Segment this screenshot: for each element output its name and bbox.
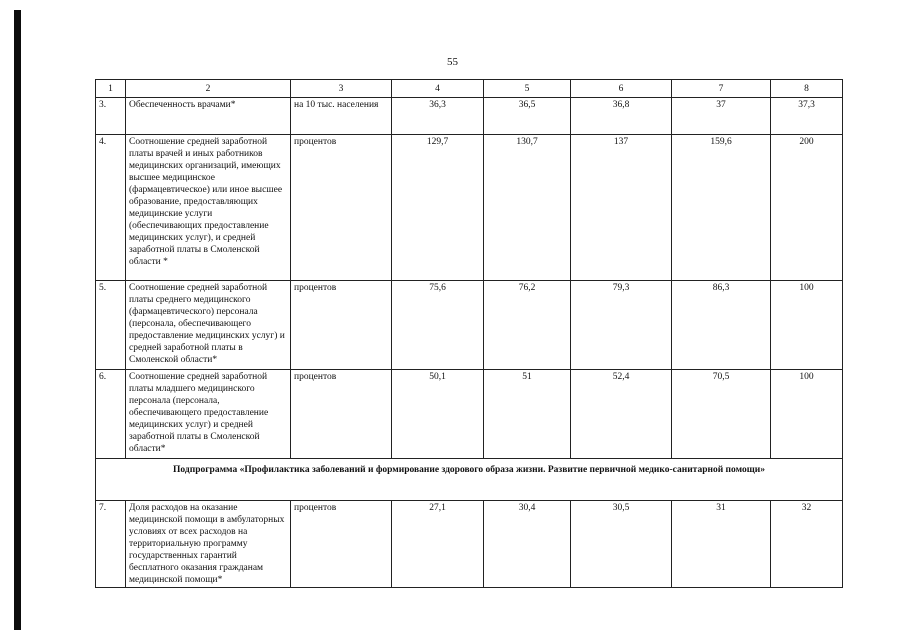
table-row [96,135,843,281]
table-row [96,281,843,370]
value-cell: 30,4 [484,501,571,588]
page-number: 55 [447,56,458,68]
value-cell: 36,8 [571,98,672,135]
value-cell: 79,3 [571,281,672,370]
subprogram-title: Подпрограмма «Профилактика заболеваний и формирование здорового образа жизни. Развитие первичной медико-санитарной помощи» [96,459,843,501]
indicator-name: Соотношение средней заработной платы младшего медицинского персонала (персонала, обеспечивающего предоставление медицинских услуг) и средней заработной платы в Смоленской области* [126,370,291,459]
unit-cell: процентов [291,370,392,459]
row-number: 6. [96,370,126,459]
header-cell: 3 [291,80,392,98]
row-number: 4. [96,135,126,281]
value-cell: 52,4 [571,370,672,459]
value-cell: 36,3 [392,98,484,135]
value-cell: 86,3 [672,281,771,370]
header-cell: 1 [96,80,126,98]
value-cell: 37,3 [771,98,843,135]
row-number: 3. [96,98,126,135]
indicator-name: Соотношение средней заработной платы среднего медицинского (фармацевтического) персонала (персонала, обеспечивающего предоставление медицинских услуг) и средней заработной платы в Смоленской области* [126,281,291,370]
value-cell: 159,6 [672,135,771,281]
row-number: 5. [96,281,126,370]
header-cell: 8 [771,80,843,98]
value-cell: 200 [771,135,843,281]
indicators-table [95,79,843,588]
header-cell: 6 [571,80,672,98]
unit-cell: процентов [291,281,392,370]
table-row [96,370,843,459]
indicator-name: Соотношение средней заработной платы врачей и иных работников медицинских организаций, имеющих высшее медицинское (фармацевтическое) или иное высшее образование, предоставляющих медицинские услуги (обеспечивающих предоставление медицинских услуг), и средней заработной платы в Смоленской области * [126,135,291,281]
table-row [96,501,843,588]
value-cell: 31 [672,501,771,588]
value-cell: 70,5 [672,370,771,459]
value-cell: 51 [484,370,571,459]
header-cell: 2 [126,80,291,98]
value-cell: 76,2 [484,281,571,370]
value-cell: 129,7 [392,135,484,281]
value-cell: 50,1 [392,370,484,459]
value-cell: 30,5 [571,501,672,588]
indicator-name: Доля расходов на оказание медицинской помощи в амбулаторных условиях от всех расходов на территориальную программу государственных гарантий бесплатного оказания гражданам медицинской помощи* [126,501,291,588]
unit-cell: процентов [291,501,392,588]
table-header-row [96,80,843,98]
value-cell: 100 [771,281,843,370]
unit-cell: на 10 тыс. населения [291,98,392,135]
header-cell: 4 [392,80,484,98]
unit-cell: процентов [291,135,392,281]
value-cell: 130,7 [484,135,571,281]
header-cell: 5 [484,80,571,98]
row-number: 7. [96,501,126,588]
scan-edge-bar [14,10,21,630]
value-cell: 37 [672,98,771,135]
header-cell: 7 [672,80,771,98]
value-cell: 75,6 [392,281,484,370]
value-cell: 32 [771,501,843,588]
subprogram-row [96,459,843,501]
indicator-name: Обеспеченность врачами* [126,98,291,135]
value-cell: 100 [771,370,843,459]
value-cell: 27,1 [392,501,484,588]
value-cell: 36,5 [484,98,571,135]
value-cell: 137 [571,135,672,281]
table-row [96,98,843,135]
